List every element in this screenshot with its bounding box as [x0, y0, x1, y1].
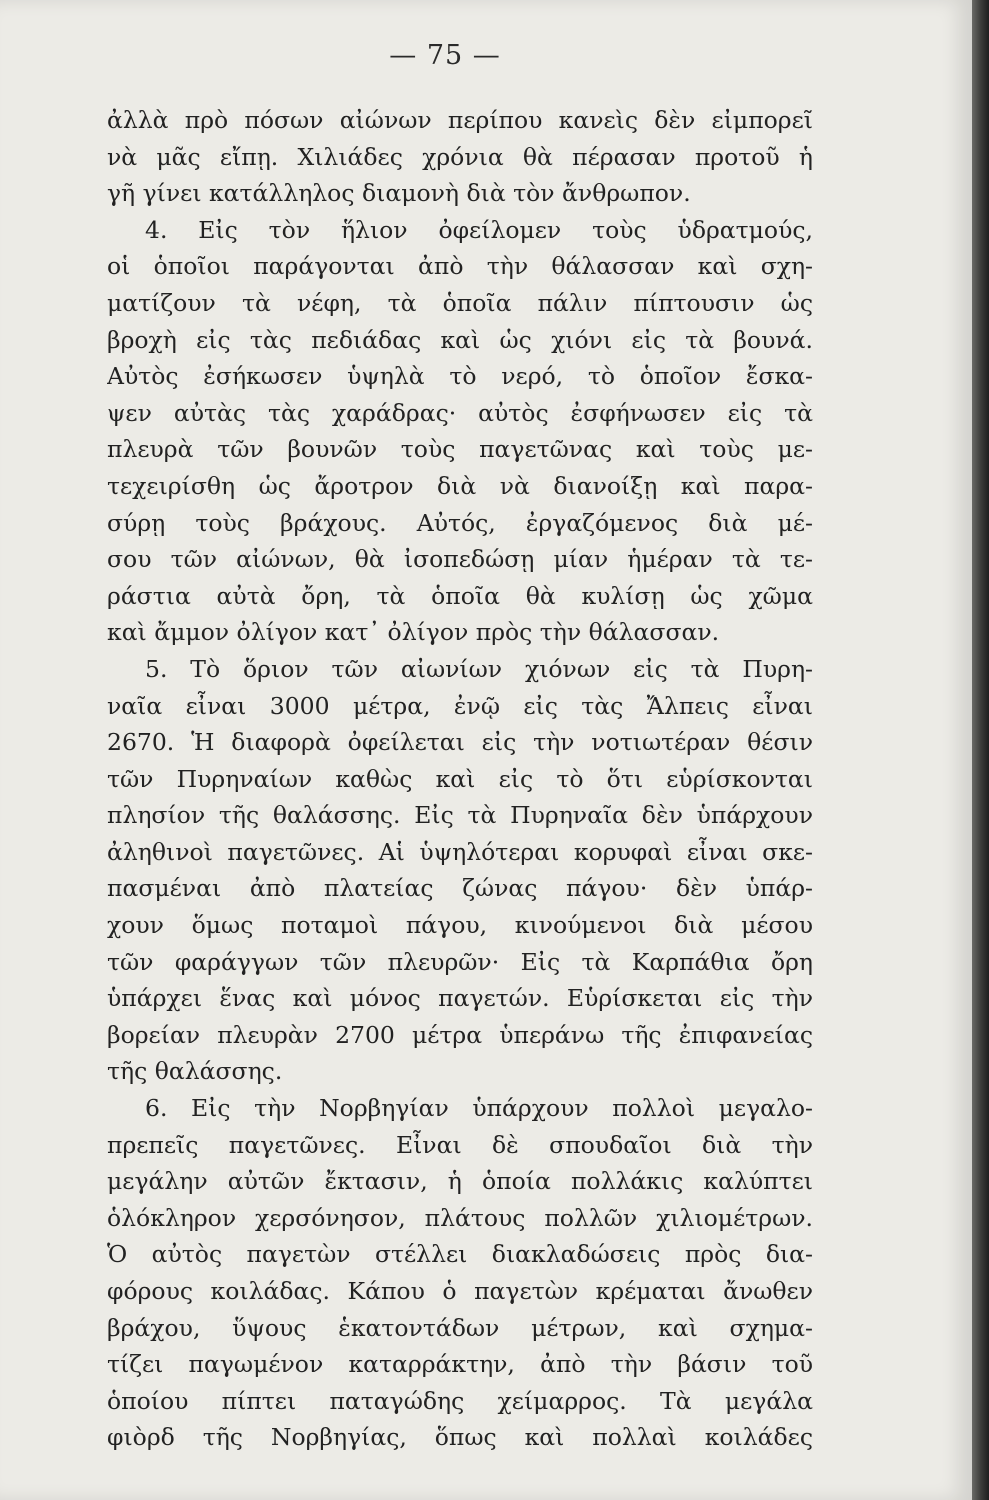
text-line: ματίζουν τὰ νέφη, τὰ ὁποῖα πάλιν πίπτουσιν ὡς	[107, 288, 813, 317]
text-line: γῆ γίνει κατάλληλος διαμονὴ διὰ τὸν ἄνθρωπον.	[107, 179, 691, 208]
text-line: σύρῃ τοὺς βράχους. Αὐτός, ἐργαζόμενος διὰ μέ-	[107, 508, 813, 537]
text-line: ὁποίου πίπτει παταγώδης χείμαρρος. Τὰ μεγάλα	[107, 1386, 813, 1415]
text-line: ψεν αὐτὰς τὰς χαράδρας· αὐτὸς ἐσφήνωσεν εἰς τὰ	[107, 398, 813, 427]
text-line: τῶν Πυρηναίων καθὼς καὶ εἰς τὸ ὅτι εὑρίσκονται	[107, 764, 813, 793]
text-line: οἱ ὁποῖοι παράγονται ἀπὸ τὴν θάλασσαν καὶ σχη-	[107, 252, 813, 281]
text-line: Αὐτὸς ἐσήκωσεν ὑψηλὰ τὸ νερό, τὸ ὁποῖον ἔσκα-	[107, 362, 813, 391]
text-line: βορείαν πλευρὰν 2700 μέτρα ὑπεράνω τῆς ἐπιφανείας	[107, 1020, 813, 1049]
text-line: ναῖα εἶναι 3000 μέτρα, ἐνῷ εἰς τὰς Ἄλπεις εἶναι	[107, 691, 813, 720]
text-line: σου τῶν αἰώνων, θὰ ἰσοπεδώσῃ μίαν ἡμέραν τὰ τε-	[107, 545, 813, 574]
text-line: Ὁ αὐτὸς παγετὼν στέλλει διακλαδώσεις πρὸς δια-	[107, 1240, 813, 1269]
text-line: καὶ ἄμμον ὀλίγον κατ᾽ ὀλίγον πρὸς τὴν θάλασσαν.	[107, 618, 720, 647]
text-line: πασμέναι ἀπὸ πλατείας ζώνας πάγου· δὲν ὑπάρ-	[107, 874, 813, 903]
text-line: ἀληθινοὶ παγετῶνες. Αἱ ὑψηλότεραι κορυφαὶ εἶναι σκε-	[107, 837, 813, 866]
text-line: τῶν φαράγγων τῶν πλευρῶν· Εἰς τὰ Καρπάθια ὄρη	[107, 947, 813, 976]
text-line: ὑπάρχει ἕνας καὶ μόνος παγετών. Εὑρίσκεται εἰς τὴν	[107, 984, 813, 1013]
text-line: ράστια αὐτὰ ὄρη, τὰ ὁποῖα θὰ κυλίσῃ ὡς χῶμα	[107, 581, 813, 610]
text-line: τῆς θαλάσσης.	[107, 1057, 283, 1086]
text-line: 6. Εἰς τὴν Νορβηγίαν ὑπάρχουν πολλοὶ μεγαλο-	[145, 1094, 813, 1123]
text-line: φόρους κοιλάδας. Κάπου ὁ παγετὼν κρέμαται ἄνωθεν	[107, 1277, 813, 1305]
text-line: ὁλόκληρον χερσόνησον, πλάτους πολλῶν χιλιομέτρων.	[107, 1203, 813, 1232]
text-line: τεχειρίσθη ὡς ἄροτρον διὰ νὰ διανοίξῃ καὶ παρα-	[107, 471, 813, 500]
page-number: — 75 —	[389, 40, 501, 71]
text-line: πλησίον τῆς θαλάσσης. Εἰς τὰ Πυρηναῖα δὲν ὑπάρχουν	[107, 801, 813, 830]
text-line: 5. Τὸ ὅριον τῶν αἰωνίων χιόνων εἰς τὰ Πυρη-	[145, 654, 813, 683]
text-line: νὰ μᾶς εἴπῃ. Χιλιάδες χρόνια θὰ πέρασαν προτοῦ ἡ	[107, 142, 813, 171]
text-line: βροχὴ εἰς τὰς πεδιάδας καὶ ὡς χιόνι εἰς τὰ βουνά.	[107, 325, 813, 354]
text-line: 4. Εἰς τὸν ἥλιον ὀφείλομεν τοὺς ὑδρατμούς,	[145, 215, 813, 244]
text-line: βράχου, ὕψους ἑκατοντάδων μέτρων, καὶ σχημα-	[107, 1313, 813, 1342]
text-line: τίζει παγωμένον καταρράκτην, ἀπὸ τὴν βάσιν τοῦ	[107, 1350, 813, 1379]
text-line: μεγάλην αὐτῶν ἔκτασιν, ἡ ὁποία πολλάκις καλύπτει	[107, 1167, 813, 1196]
text-line: ἀλλὰ πρὸ πόσων αἰώνων περίπου κανεὶς δὲν εἰμπορεῖ	[107, 106, 813, 134]
body-text	[107, 102, 813, 1456]
text-line: πλευρὰ τῶν βουνῶν τοὺς παγετῶνας καὶ τοὺς με-	[107, 435, 813, 464]
text-line: πρεπεῖς παγετῶνες. Εἶναι δὲ σπουδαῖοι διὰ τὴν	[107, 1130, 813, 1159]
text-line: χουν ὅμως ποταμοὶ πάγου, κινούμενοι διὰ μέσου	[107, 911, 813, 940]
text-line: φιὸρδ τῆς Νορβηγίας, ὅπως καὶ πολλαὶ κοιλάδες	[107, 1423, 813, 1452]
text-line: 2670. Ἡ διαφορὰ ὀφείλεται εἰς τὴν νοτιωτέραν θέσιν	[107, 728, 813, 757]
page-edge-shadow	[972, 0, 989, 1500]
